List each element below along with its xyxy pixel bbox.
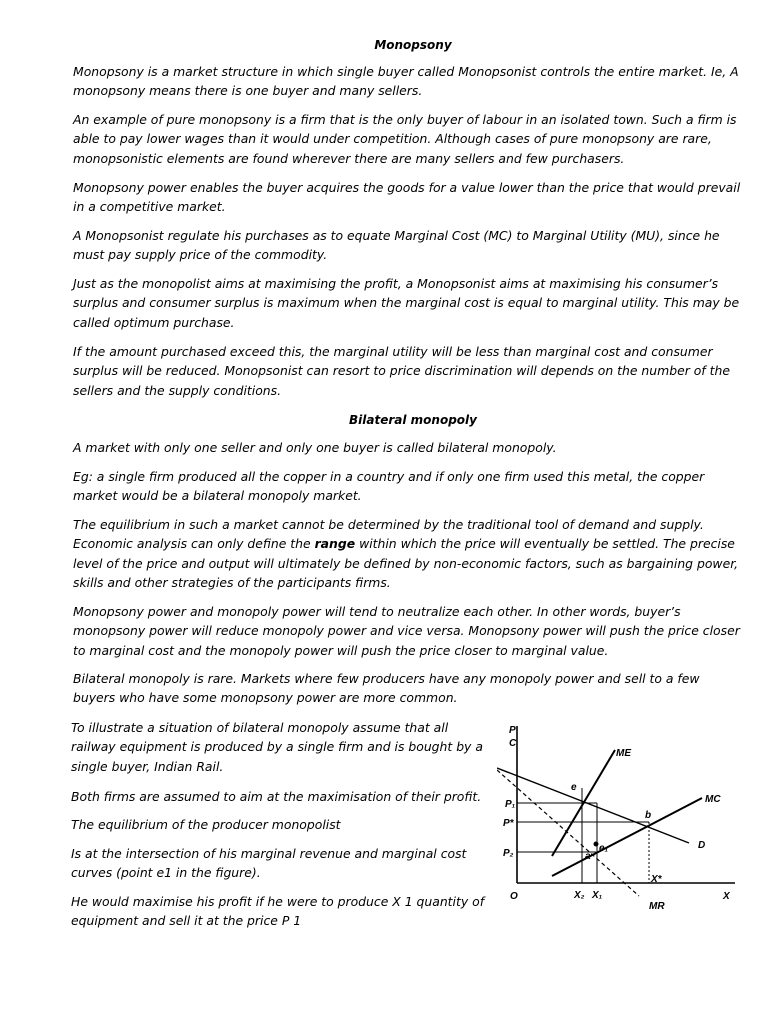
label-p: P bbox=[509, 725, 516, 736]
page-title: Monopsony bbox=[374, 38, 452, 52]
paragraph: He would maximise his profit if he were to produce X 1 quantity of equipment and sell it at the price P 1 bbox=[71, 894, 485, 929]
label-pstar: P* bbox=[503, 818, 514, 829]
paragraph bbox=[73, 515, 743, 593]
label-mc: MC bbox=[705, 794, 721, 805]
label-point-a: a bbox=[585, 851, 591, 862]
bold-term: range bbox=[314, 536, 356, 552]
bilateral-monopoly-diagram bbox=[497, 718, 743, 918]
point-e1 bbox=[594, 842, 599, 847]
paragraph: To illustrate a situation of bilateral monopoly assume that all railway equipment is produced by a single firm and is bought by a single buyer, Indian Rail. bbox=[71, 720, 483, 774]
paragraph: An example of pure monopsony is a firm that is the only buyer of labour in an isolated town. Such a firm is able to pay lower wages than it would under competition. Although cases of pure monopsony are rare, monopsonistic elements are found wherever there are many sellers and few purchasers. bbox=[73, 112, 737, 166]
text-span: within which the price will eventually be settled. The precise level of the price and output will ultimately be defined by non-economic factors, such as bargaining power, skills and other strategies of the participants firms. bbox=[73, 536, 739, 591]
paragraph: A Monopsonist regulate his purchases as to equate Marginal Cost (MC) to Marginal Utility (MU), since he must pay supply price of the commodity. bbox=[73, 228, 720, 263]
label-c: C bbox=[509, 738, 517, 749]
section-title: Bilateral monopoly bbox=[349, 413, 477, 427]
label-p1: P₁ bbox=[505, 799, 516, 810]
label-origin: O bbox=[510, 891, 518, 902]
label-mr: MR bbox=[649, 901, 665, 912]
label-x: X bbox=[723, 891, 730, 902]
label-point-e: e bbox=[571, 782, 577, 793]
paragraph: A market with only one seller and only one buyer is called bilateral monopoly. bbox=[73, 440, 557, 455]
label-p2: P₂ bbox=[503, 848, 514, 859]
paragraph: Eg: a single firm produced all the copper in a country and if only one firm used this metal, the copper market would be a bilateral monopoly market. bbox=[73, 469, 705, 504]
label-point-e1: e₁ bbox=[599, 843, 609, 854]
label-point-b: b bbox=[645, 810, 652, 821]
paragraph: Monopsony is a market structure in which single buyer called Monopsonist controls the entire market. Ie, A monopsony means there is one buyer and many sellers. bbox=[73, 64, 739, 99]
text-span: The equilibrium in such a market cannot be determined by the traditional tool of demand and supply. Economic analysis can only define the bbox=[73, 517, 704, 552]
paragraph: Monopsony power and monopoly power will tend to neutralize each other. In other words, buyer’s monopsony power will reduce monopoly power and vice versa. Monopsony power will push the price closer to marginal cost and the monopoly power will push the price closer to marginal value. bbox=[73, 604, 740, 658]
label-x1: X₁ bbox=[592, 890, 603, 901]
label-me: ME bbox=[616, 748, 631, 759]
paragraph: If the amount purchased exceed this, the marginal utility will be less than marginal cost and consumer surplus will be reduced. Monopsonist can resort to price discrimination will depends on the number of the sellers and the supply conditions. bbox=[73, 344, 730, 398]
demand-curve bbox=[497, 768, 689, 843]
paragraph: Is at the intersection of his marginal revenue and marginal cost curves (point e1 in the figure). bbox=[71, 846, 467, 881]
label-x2: X₂ bbox=[574, 890, 585, 901]
paragraph: The equilibrium of the producer monopolist bbox=[71, 817, 341, 832]
paragraph: Just as the monopolist aims at maximising the profit, a Monopsonist aims at maximising his consumer’s surplus and consumer surplus is maximum when the marginal cost is equal to marginal utility. This may be called optimum purchase. bbox=[73, 276, 740, 330]
paragraph: Monopsony power enables the buyer acquires the goods for a value lower than the price that would prevail in a competitive market. bbox=[73, 180, 741, 215]
mr-curve bbox=[497, 770, 639, 896]
label-xstar: X* bbox=[651, 874, 662, 885]
label-d: D bbox=[698, 840, 706, 851]
paragraph: Bilateral monopoly is rare. Markets where few producers have any monopoly power and sell to a few buyers who have some monopsony power are more common. bbox=[73, 671, 700, 706]
paragraph: Both firms are assumed to aim at the maximisation of their profit. bbox=[71, 789, 482, 804]
mc-curve bbox=[552, 798, 702, 876]
